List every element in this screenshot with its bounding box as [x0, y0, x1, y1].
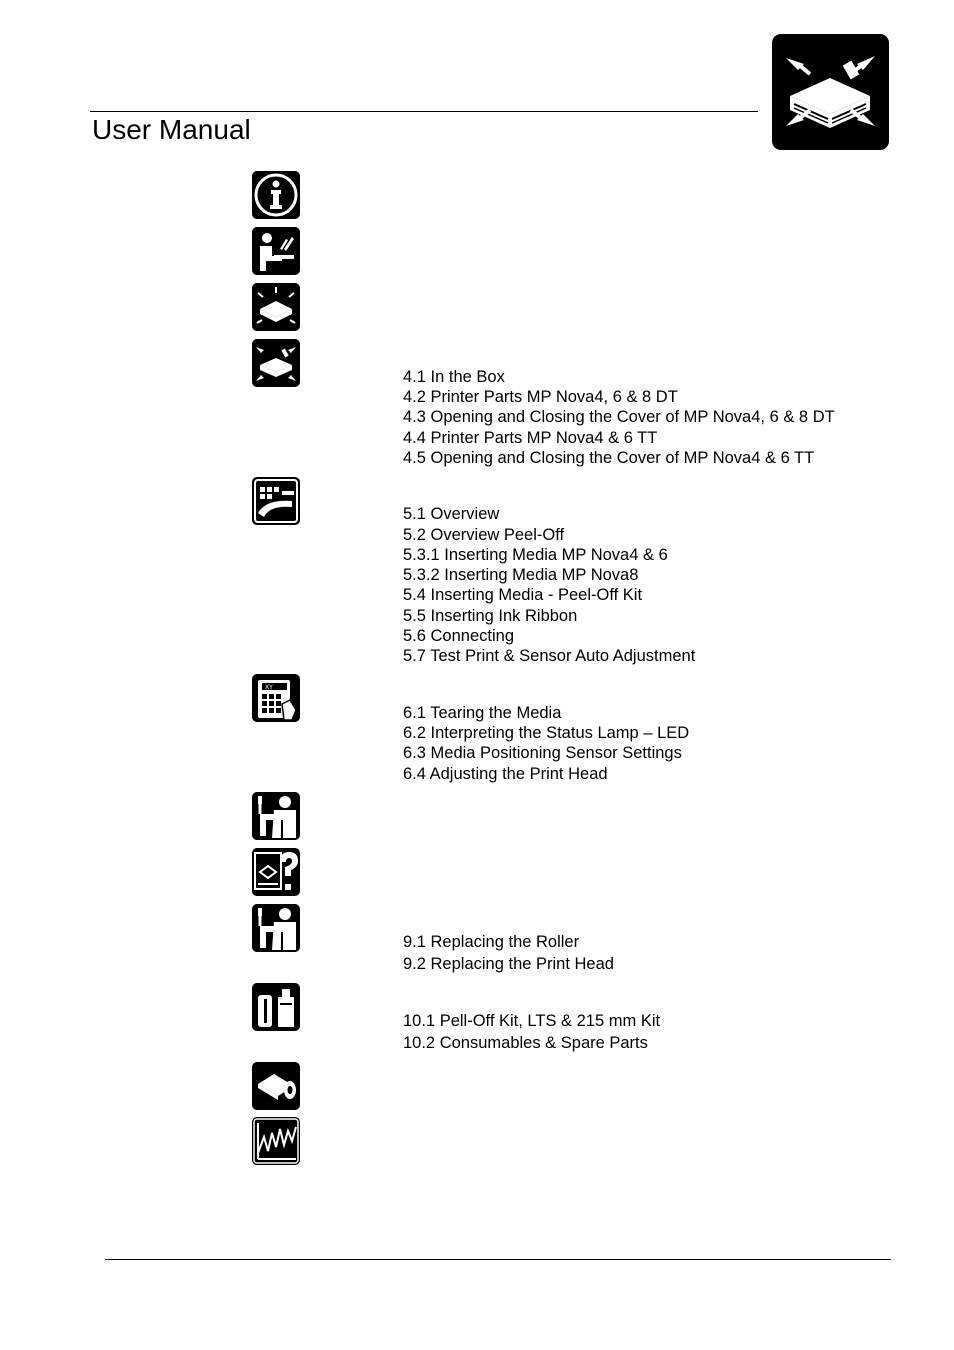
- toc-item-5-7[interactable]: 5.7 Test Print & Sensor Auto Adjustment: [403, 647, 696, 665]
- maintenance-icon[interactable]: [252, 792, 300, 840]
- toc-item-9-2[interactable]: 9.2 Replacing the Print Head: [403, 955, 614, 973]
- toc-item-4-4[interactable]: 4.4 Printer Parts MP Nova4 & 6 TT: [403, 429, 658, 447]
- toc-item-5-4[interactable]: 5.4 Inserting Media - Peel-Off Kit: [403, 586, 643, 604]
- toc-item-6-3[interactable]: 6.3 Media Positioning Sensor Settings: [403, 744, 682, 762]
- operation-keypad-icon[interactable]: [252, 674, 300, 722]
- information-icon[interactable]: [252, 171, 300, 219]
- loading-media-icon[interactable]: [252, 477, 300, 525]
- toc-item-10-2[interactable]: 10.2 Consumables & Spare Parts: [403, 1034, 648, 1052]
- toc-item-10-1[interactable]: 10.1 Pell-Off Kit, LTS & 215 mm Kit: [403, 1012, 661, 1030]
- toc-item-4-2[interactable]: 4.2 Printer Parts MP Nova4, 6 & 8 DT: [403, 388, 678, 406]
- toc-item-6-4[interactable]: 6.4 Adjusting the Print Head: [403, 765, 608, 783]
- header-rule: [90, 111, 758, 112]
- toc-item-5-1[interactable]: 5.1 Overview: [403, 505, 500, 523]
- toc-item-4-3[interactable]: 4.3 Opening and Closing the Cover of MP Nova4, 6 & 8 DT: [403, 408, 835, 426]
- toc-item-6-1[interactable]: 6.1 Tearing the Media: [403, 704, 562, 722]
- troubleshooting-icon[interactable]: [252, 848, 300, 896]
- toc-item-6-2[interactable]: 6.2 Interpreting the Status Lamp – LED: [403, 724, 690, 742]
- toc-item-5-5[interactable]: 5.5 Inserting Ink Ribbon: [403, 607, 578, 625]
- media-roll-icon[interactable]: [252, 1062, 300, 1110]
- specifications-chart-icon[interactable]: [252, 1117, 300, 1165]
- accessories-icon[interactable]: [252, 983, 300, 1031]
- printer-overview-icon[interactable]: [252, 283, 300, 331]
- toc-item-4-1[interactable]: 4.1 In the Box: [403, 368, 505, 386]
- toc-item-5-3-1[interactable]: 5.3.1 Inserting Media MP Nova4 & 6: [403, 546, 668, 564]
- toc-item-9-1[interactable]: 9.1 Replacing the Roller: [403, 933, 580, 951]
- installation-icon[interactable]: [252, 339, 300, 387]
- svg-text:XY: XY: [265, 684, 273, 691]
- reader-instructions-icon[interactable]: [252, 227, 300, 275]
- printer-installation-icon: [772, 34, 889, 150]
- footer-rule: [105, 1259, 891, 1260]
- toc-item-5-2[interactable]: 5.2 Overview Peel-Off: [403, 526, 565, 544]
- toc-item-5-6[interactable]: 5.6 Connecting: [403, 627, 514, 645]
- toc-item-5-3-2[interactable]: 5.3.2 Inserting Media MP Nova8: [403, 566, 639, 584]
- page-title: User Manual: [92, 114, 251, 145]
- service-icon[interactable]: [252, 904, 300, 952]
- toc-item-4-5[interactable]: 4.5 Opening and Closing the Cover of MP Nova4 & 6 TT: [403, 449, 815, 467]
